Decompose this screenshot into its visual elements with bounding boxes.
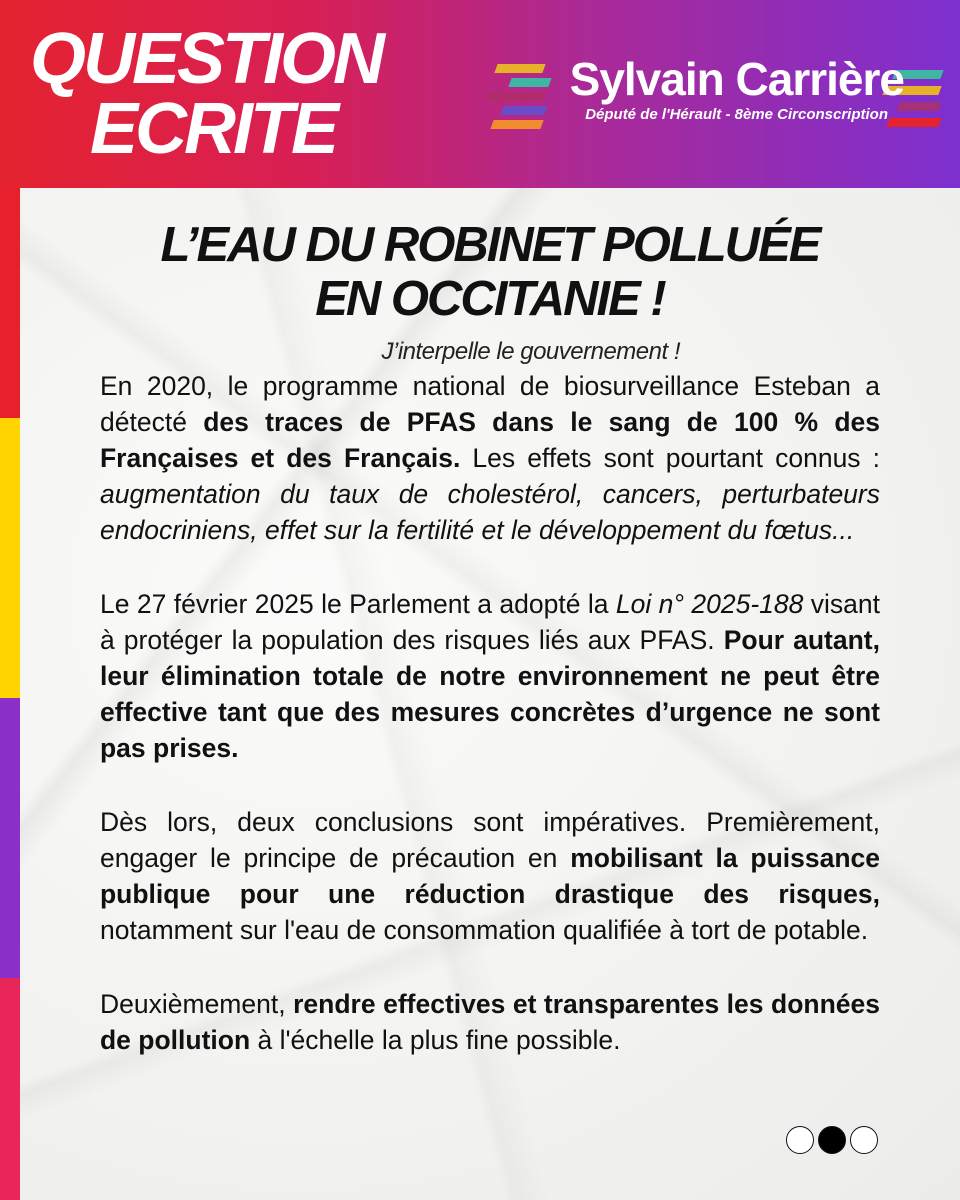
headline-line1: L’EAU DU ROBINET POLLUÉE (160, 218, 820, 272)
logo-subtitle: Député de l'Hérault - 8ème Circonscription (585, 106, 888, 123)
paper-content (20, 188, 960, 1200)
paragraph-3-text: Dès lors, deux conclusions sont impératives. Premièrement, engager le principe de précaution en (100, 807, 880, 873)
paragraph-1 (100, 368, 880, 548)
paragraph-2 (100, 586, 880, 766)
headline (60, 218, 920, 326)
body-text (100, 368, 880, 1058)
color-sidebar (0, 188, 20, 1200)
paragraph-4-text-2: à l'échelle la plus fine possible. (250, 1025, 621, 1055)
pager-dot-3[interactable] (850, 1126, 878, 1154)
paragraph-2-bold: Pour autant, leur élimination totale de notre environnement ne peut être effective tant que des mesures concrètes d’urgence ne sont pas prises. (100, 625, 880, 763)
carousel-pager (786, 1126, 878, 1154)
paragraph-2-law-ref: Loi n° 2025-188 (615, 589, 804, 619)
paragraph-4 (100, 986, 880, 1058)
pager-dot-2-active[interactable] (818, 1126, 846, 1154)
paragraph-2-text: Le 27 février 2025 le Parlement a adopté la (100, 589, 616, 619)
paragraph-3-text-2: notamment sur l'eau de consommation qualifiée à tort de potable. (100, 915, 869, 945)
paragraph-1-text-2: Les effets sont pourtant connus : (460, 443, 880, 473)
header-banner (0, 0, 960, 188)
banner-title-line2: ECRITE (90, 89, 337, 169)
paragraph-4-bold: rendre effectives et transparentes les données de pollution (100, 989, 880, 1055)
paragraph-1-bold: des traces de PFAS dans le sang de 100 % des Françaises et des Français. (100, 407, 880, 473)
deputy-logo (488, 48, 944, 138)
headline-line2: EN OCCITANIE ! (315, 272, 665, 326)
logo-name: Sylvain Carrière (569, 53, 904, 105)
paragraph-1-italic: augmentation du taux de cholestérol, cancers, perturbateurs endocriniens, effet sur la fertilité et le développement du fœtus... (100, 479, 880, 545)
pager-dot-1[interactable] (786, 1126, 814, 1154)
paragraph-4-text: Deuxièmement, (100, 989, 294, 1019)
subtitle: J’interpelle le gouvernement ! (381, 338, 680, 365)
paragraph-3 (100, 804, 880, 948)
banner-title-line1: QUESTION (30, 19, 383, 99)
paragraph-3-bold: mobilisant la puissance publique pour une réduction drastique des risques, (100, 843, 881, 909)
banner-title (30, 19, 383, 169)
paragraph-2-text-2: visant à protéger la population des risques liés aux PFAS. (100, 589, 880, 655)
paragraph-1-text: En 2020, le programme national de biosurveillance Esteban a détecté (100, 371, 880, 437)
